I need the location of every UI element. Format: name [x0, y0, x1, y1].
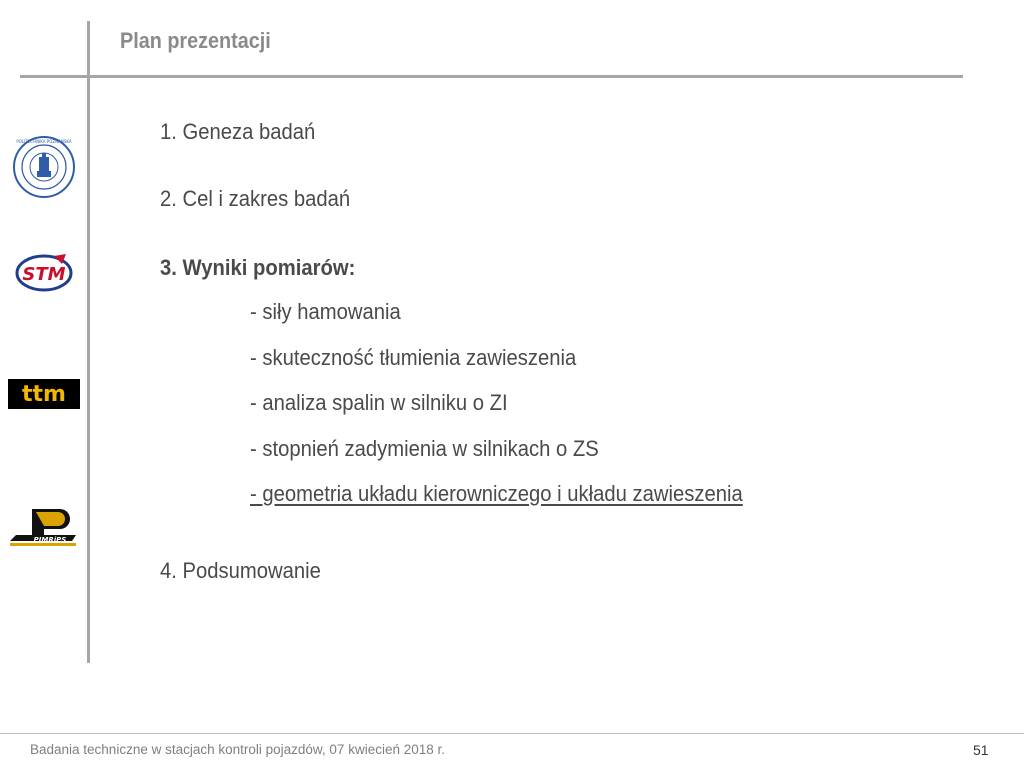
agenda-subitem-2: - skuteczność tłumienia zawieszenia: [250, 345, 577, 370]
agenda-subitem-1: - siły hamowania: [250, 299, 401, 324]
agenda-subitem-5: - geometria układu kierowniczego i układu zawieszenia: [250, 481, 743, 506]
footer-divider: [0, 733, 1024, 734]
ttm-logo-text: ttm: [22, 382, 66, 407]
agenda-item-4: 4. Podsumowanie: [160, 558, 321, 583]
slide-title: Plan prezentacji: [120, 28, 271, 53]
agenda-subitem-3: - analiza spalin w silniku o ZI: [250, 390, 508, 415]
pimrips-logo-text: PIMRiPS: [33, 536, 67, 544]
agenda-item-1: 1. Geneza badań: [160, 119, 316, 144]
university-logo-text: POLITECHNIKA POZNAŃSKA: [16, 139, 72, 144]
pimrips-logo: [6, 505, 82, 549]
ttm-logo: [8, 379, 80, 409]
stm-logo-text: STM: [22, 264, 66, 285]
university-logo: [12, 135, 76, 199]
agenda-item-2: 2. Cel i zakres badań: [160, 186, 351, 211]
title-divider: [20, 75, 963, 78]
vertical-divider: [87, 21, 90, 663]
page-number: 51: [973, 742, 989, 758]
agenda-subitem-4: - stopnień zadymienia w silnikach o ZS: [250, 436, 599, 461]
footer-text: Badania techniczne w stacjach kontroli pojazdów, 07 kwiecień 2018 r.: [30, 742, 445, 757]
stm-logo: [14, 250, 74, 296]
agenda-item-3: 3. Wyniki pomiarów:: [160, 255, 356, 280]
